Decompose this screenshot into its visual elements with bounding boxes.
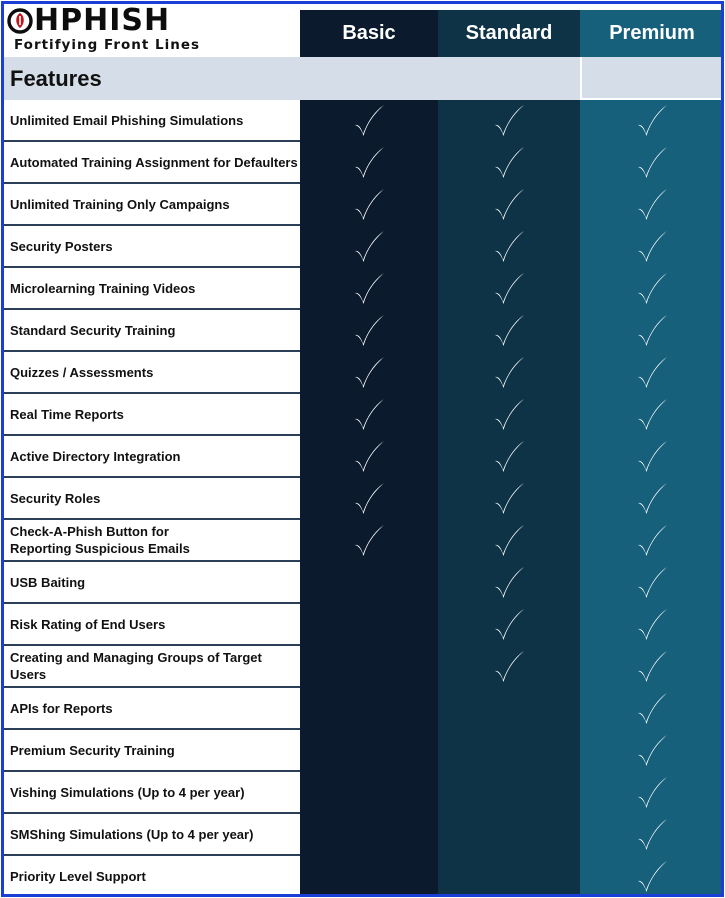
checkmark-icon	[491, 607, 527, 643]
checkmark-icon	[634, 397, 670, 433]
checkmark-icon	[491, 187, 527, 223]
checkmark-icon	[491, 313, 527, 349]
feature-label-text: Risk Rating of End Users	[10, 616, 166, 632]
table-row	[4, 604, 724, 646]
feature-label-text: Active Directory Integration	[10, 448, 181, 464]
table-row	[4, 478, 724, 520]
checkmark-icon	[351, 481, 387, 517]
feature-label-text: Microlearning Training Videos	[10, 280, 196, 296]
checkmark-icon	[351, 145, 387, 181]
checkmark-icon	[634, 817, 670, 853]
features-title: Features	[10, 66, 102, 91]
column-header-standard: Standard	[438, 10, 580, 57]
table-row	[4, 856, 724, 897]
table-row	[4, 562, 724, 604]
feature-label-text: Creating and Managing Groups of Target Users	[10, 650, 262, 682]
table-row	[4, 184, 724, 226]
checkmark-icon	[634, 523, 670, 559]
checkmark-icon	[491, 271, 527, 307]
checkmark-icon	[351, 397, 387, 433]
checkmark-icon	[351, 355, 387, 391]
table-row	[4, 394, 724, 436]
feature-label-text: Standard Security Training	[10, 322, 176, 338]
feature-rows	[4, 100, 724, 897]
table-row	[4, 100, 724, 142]
table-row	[4, 226, 724, 268]
feature-label	[4, 394, 300, 436]
brand-logo	[7, 3, 299, 54]
checkmark-icon	[634, 145, 670, 181]
checkmark-icon	[351, 523, 387, 559]
pricing-comparison-table	[1, 1, 724, 897]
feature-label	[4, 688, 300, 730]
checkmark-icon	[491, 229, 527, 265]
feature-label	[4, 646, 300, 688]
feature-label-text: Security Roles	[10, 490, 101, 506]
shield-logo-icon	[7, 8, 33, 34]
checkmark-icon	[634, 481, 670, 517]
checkmark-icon	[491, 649, 527, 685]
feature-label-text: Unlimited Training Only Campaigns	[10, 196, 230, 212]
checkmark-icon	[634, 271, 670, 307]
feature-label	[4, 268, 300, 310]
feature-label-text: APIs for Reports	[10, 700, 113, 716]
checkmark-icon	[634, 187, 670, 223]
checkmark-icon	[634, 229, 670, 265]
table-row	[4, 730, 724, 772]
feature-label-text: Real Time Reports	[10, 406, 124, 422]
checkmark-icon	[634, 691, 670, 727]
feature-label	[4, 562, 300, 604]
checkmark-icon	[634, 313, 670, 349]
checkmark-icon	[634, 439, 670, 475]
feature-label	[4, 772, 300, 814]
checkmark-icon	[491, 439, 527, 475]
feature-label-text: SMShing Simulations (Up to 4 per year)	[10, 826, 254, 842]
feature-label	[4, 310, 300, 352]
table-row	[4, 772, 724, 814]
feature-label	[4, 142, 300, 184]
feature-label-text: Quizzes / Assessments	[10, 364, 154, 380]
checkmark-icon	[351, 439, 387, 475]
table-row	[4, 310, 724, 352]
checkmark-icon	[351, 229, 387, 265]
premium-header-cell	[580, 57, 724, 100]
table-row	[4, 352, 724, 394]
checkmark-icon	[351, 313, 387, 349]
checkmark-icon	[634, 775, 670, 811]
feature-label	[4, 856, 300, 897]
checkmark-icon	[491, 523, 527, 559]
checkmark-icon	[491, 103, 527, 139]
checkmark-icon	[634, 649, 670, 685]
feature-label-text: Priority Level Support	[10, 868, 146, 884]
checkmark-icon	[351, 187, 387, 223]
feature-label	[4, 436, 300, 478]
checkmark-icon	[491, 397, 527, 433]
feature-label-text: Unlimited Email Phishing Simulations	[10, 112, 244, 128]
checkmark-icon	[634, 859, 670, 895]
feature-label	[4, 730, 300, 772]
checkmark-icon	[491, 481, 527, 517]
feature-label-text: Premium Security Training	[10, 742, 175, 758]
checkmark-icon	[491, 145, 527, 181]
feature-label	[4, 604, 300, 646]
feature-label-text: USB Baiting	[10, 574, 86, 590]
column-header-basic: Basic	[300, 10, 438, 57]
feature-label-text: Security Posters	[10, 238, 113, 254]
feature-label	[4, 100, 300, 142]
feature-label-text: Check-A-Phish Button for Reporting Suspicious Emails	[10, 524, 190, 556]
checkmark-icon	[491, 355, 527, 391]
brand-tagline: Fortifying Front Lines	[14, 37, 201, 53]
column-header-premium: Premium	[580, 10, 724, 57]
checkmark-icon	[351, 271, 387, 307]
checkmark-icon	[634, 733, 670, 769]
checkmark-icon	[634, 103, 670, 139]
checkmark-icon	[634, 355, 670, 391]
checkmark-icon	[491, 565, 527, 601]
table-row	[4, 814, 724, 856]
checkmark-icon	[634, 565, 670, 601]
checkmark-icon	[351, 103, 387, 139]
feature-label-text: Automated Training Assignment for Defaulters	[10, 154, 298, 170]
table-row	[4, 688, 724, 730]
feature-label	[4, 478, 300, 520]
table-row	[4, 646, 724, 688]
feature-label	[4, 226, 300, 268]
feature-label-text: Vishing Simulations (Up to 4 per year)	[10, 784, 245, 800]
table-row	[4, 520, 724, 562]
table-row	[4, 268, 724, 310]
checkmark-icon	[634, 607, 670, 643]
feature-label	[4, 814, 300, 856]
feature-label	[4, 184, 300, 226]
table-row	[4, 436, 724, 478]
table-row	[4, 142, 724, 184]
feature-label	[4, 352, 300, 394]
feature-label	[4, 520, 300, 562]
brand-name: HPHISH	[34, 3, 171, 38]
